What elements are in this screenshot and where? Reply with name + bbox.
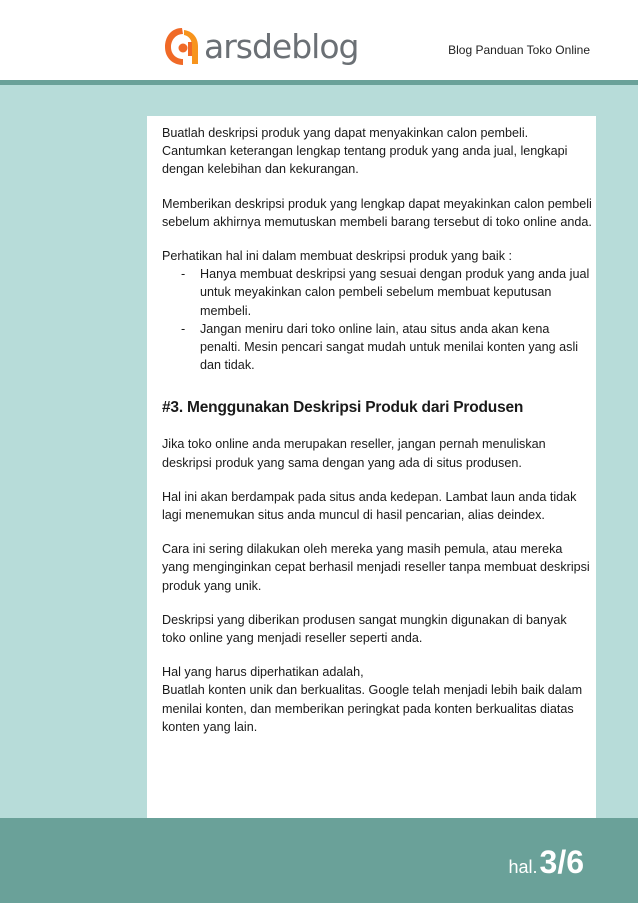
arsdeblog-logo-icon [162, 24, 202, 68]
header-divider [0, 80, 638, 85]
list-item [162, 320, 592, 375]
closing-line: Buatlah konten unik dan berkualitas. Google telah menjadi lebih baik dalam menilai konten, dan memberikan peringkat pada konten berkualitas diatas konten yang lain. [162, 683, 583, 734]
section-paragraph: Jika toko online anda merupakan reseller, jangan pernah menuliskan deskripsi produk yang sama dengan yang ada di situs produsen. [162, 437, 546, 470]
logo[interactable] [162, 24, 359, 68]
tips-list [162, 265, 592, 374]
list-item-text: Hanya membuat deskripsi yang sesuai dengan produk yang anda jual untuk meyakinkan calon pembeli sebelum membuat keputusan membeli. [200, 267, 590, 318]
intro-paragraph: Perhatikan hal ini dalam membuat deskripsi produk yang baik : [162, 249, 513, 264]
section-paragraph: Deskripsi yang diberikan produsen sangat mungkin digunakan di banyak toko online yang menjadi reseller seperti anda. [162, 612, 567, 646]
section-paragraph: Hal ini akan berdampak pada situs anda kedepan. Lambat laun anda tidak lagi menemukan situs anda muncul di hasil pencarian, alias deindex. [162, 489, 577, 523]
page-footer [0, 818, 638, 903]
bullet-dash: - [181, 321, 186, 336]
article-body [162, 124, 592, 736]
page-number-prefix: hal. [508, 857, 538, 877]
intro-paragraph: Memberikan deskripsi produk yang lengkap dapat meyakinkan calon pembeli sebelum akhirnya memutuskan membeli barang tersebut di toko online anda. [162, 196, 592, 229]
page-number-value: 3/6 [539, 844, 584, 880]
intro-paragraph: Buatlah deskripsi produk yang dapat menyakinkan calon pembeli. Cantumkan keterangan lengkap tentang produk yang anda jual, lengkapi dengan kelebihan dan kekurangan. [162, 126, 568, 177]
content-card [147, 116, 596, 822]
page-number [508, 844, 584, 881]
section-heading: #3. Menggunakan Deskripsi Produk dari Produsen [162, 399, 524, 417]
header-tagline: Blog Panduan Toko Online [448, 43, 590, 57]
closing-line: Hal yang harus diperhatikan adalah, [162, 665, 364, 680]
bullet-dash: - [181, 267, 186, 282]
section-paragraph: Cara ini sering dilakukan oleh mereka yang masih pemula, atau mereka yang menginginkan cepat berhasil menjadi reseller tanpa membuat deskripsi produk yang unik. [162, 542, 590, 593]
list-item [162, 265, 592, 320]
list-item-text: Jangan meniru dari toko online lain, atau situs anda akan kena penalti. Mesin pencari sangat mudah untuk menilai konten yang asli dan tidak. [200, 321, 579, 373]
page-header [0, 0, 638, 80]
logo-text: arsdeblog [204, 26, 359, 66]
